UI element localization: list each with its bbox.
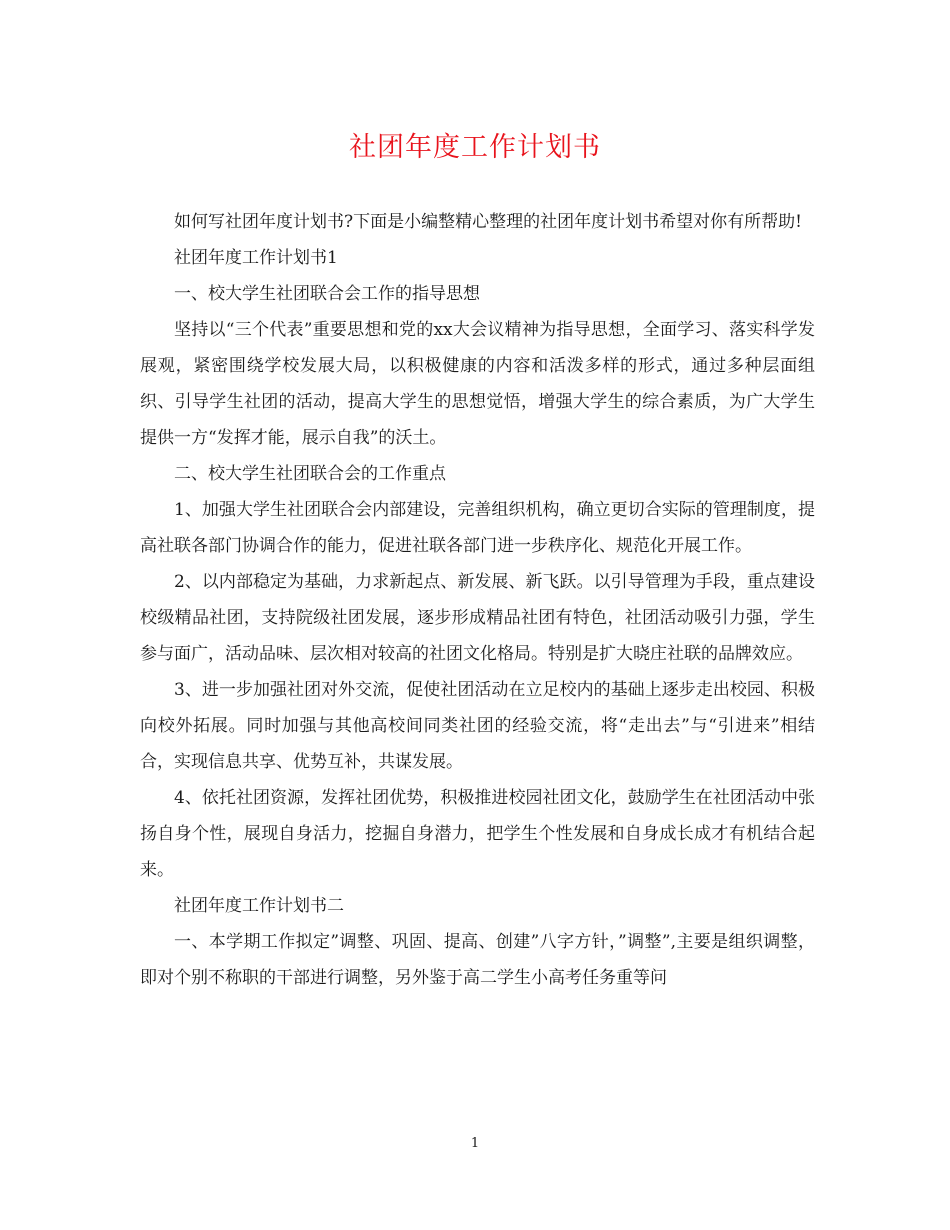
page-number: 1 bbox=[470, 1136, 480, 1151]
section-heading: 社团年度工作计划书1 bbox=[174, 248, 338, 268]
body-paragraph: 4、依托社团资源，发挥社团优势，积极推进校园社团文化，鼓励学生在社团活动中张扬自身个性，展现自身活力，挖掘自身潜力，把学生个性发展和自身成长成才有机结合起来。 bbox=[140, 788, 815, 880]
intro-paragraph: 如何写社团年度计划书?下面是小编整精心整理的社团年度计划书希望对你有所帮助! bbox=[174, 212, 802, 232]
document-body bbox=[140, 204, 815, 996]
body-paragraph: 一、本学期工作拟定”调整、巩固、提高、创建”八字方针，”调整”,主要是组织调整，即对个别不称职的干部进行调整，另外鉴于高二学生小高考任务重等问 bbox=[140, 932, 815, 988]
subsection-heading: 一、校大学生社团联合会工作的指导思想 bbox=[174, 284, 480, 304]
body-paragraph: 坚持以“三个代表”重要思想和党的xx大会议精神为指导思想，全面学习、落实科学发展观，紧密围绕学校发展大局，以积极健康的内容和活泼多样的形式，通过多种层面组织、引导学生社团的活动，提高大学生的思想觉悟，增强大学生的综合素质，为广大学生提供一方“发挥才能，展示自我”的沃土。 bbox=[140, 320, 815, 448]
document-title: 社团年度工作计划书 bbox=[349, 132, 601, 163]
body-paragraph: 2、以内部稳定为基础，力求新起点、新发展、新飞跃。以引导管理为手段，重点建设校级精品社团，支持院级社团发展，逐步形成精品社团有特色，社团活动吸引力强，学生参与面广，活动品味、层次相对较高的社团文化格局。特别是扩大晓庄社联的品牌效应。 bbox=[140, 572, 815, 664]
body-paragraph: 1、加强大学生社团联合会内部建设，完善组织机构，确立更切合实际的管理制度，提高社联各部门协调合作的能力，促进社联各部门进一步秩序化、规范化开展工作。 bbox=[140, 500, 815, 556]
subsection-heading: 二、校大学生社团联合会的工作重点 bbox=[174, 464, 446, 484]
body-paragraph: 3、进一步加强社团对外交流，促使社团活动在立足校内的基础上逐步走出校园、积极向校外拓展。同时加强与其他高校间同类社团的经验交流，将“走出去”与“引进来”相结合，实现信息共享、优势互补，共谋发展。 bbox=[140, 680, 815, 772]
section-heading: 社团年度工作计划书二 bbox=[174, 896, 344, 916]
